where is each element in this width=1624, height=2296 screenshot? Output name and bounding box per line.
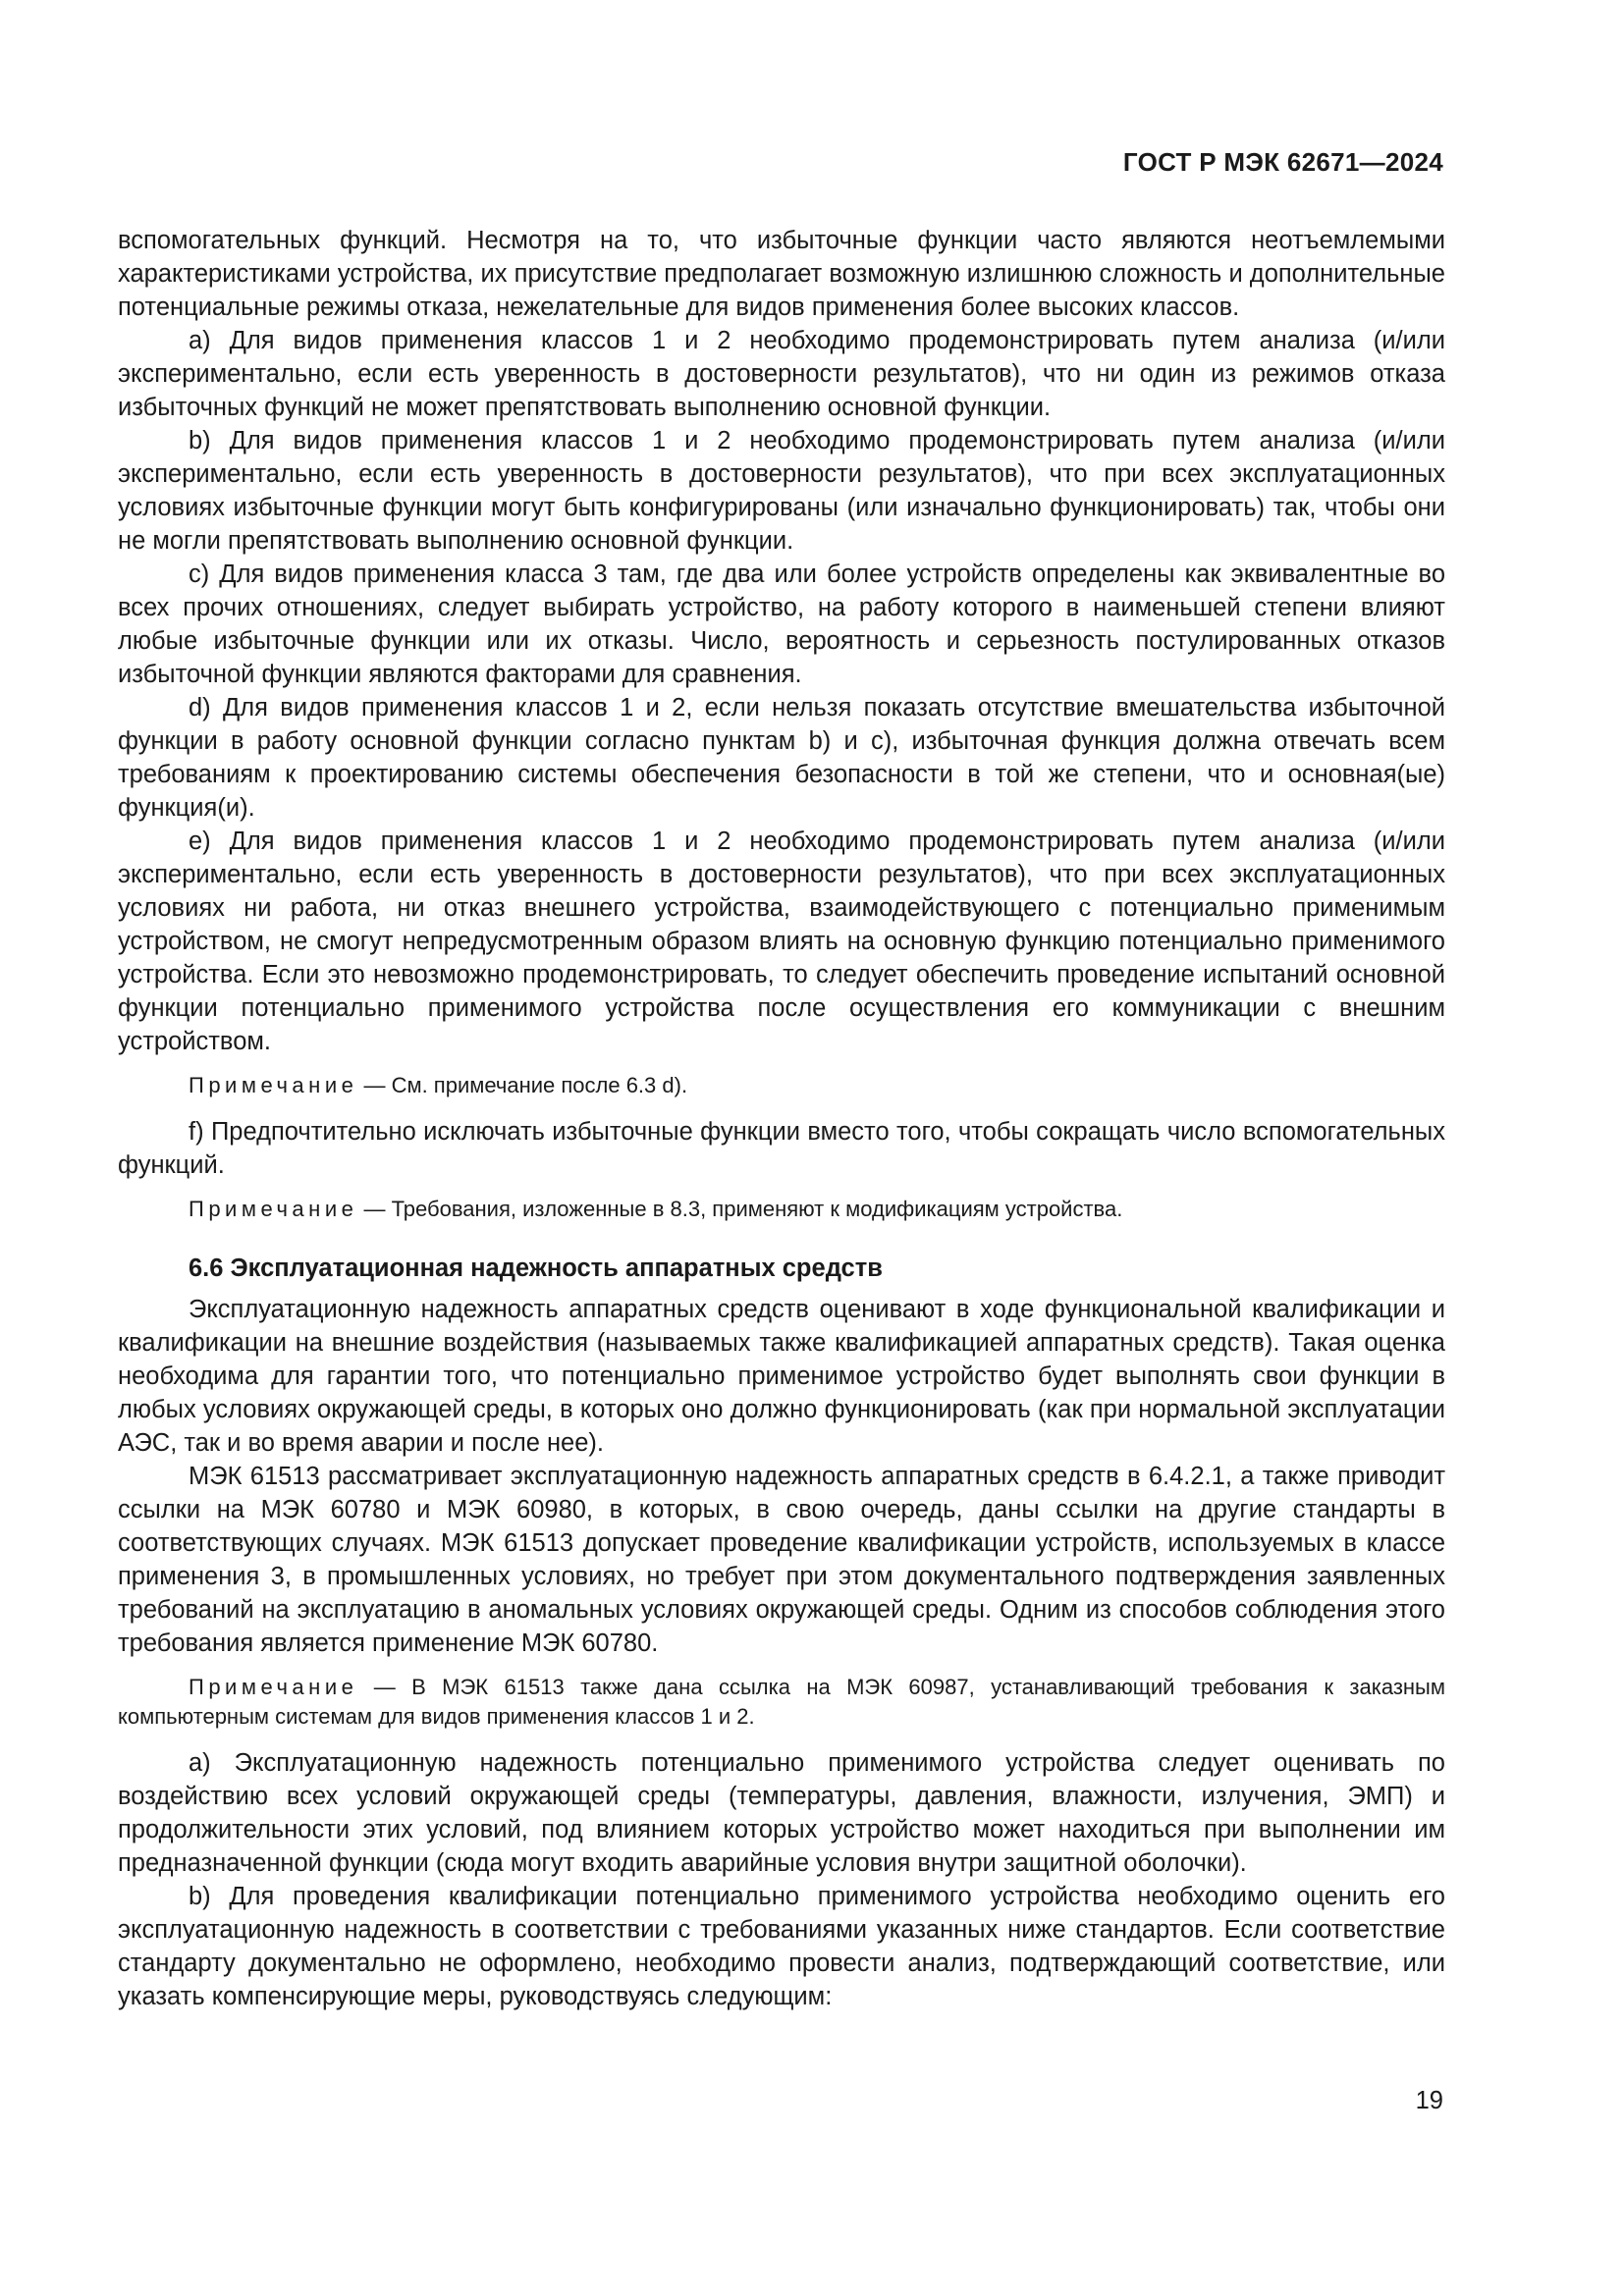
document-id-header: ГОСТ Р МЭК 62671—2024 bbox=[1122, 147, 1443, 177]
paragraph-item-c: с) Для видов применения класса 3 там, где два или более устройств определены как эквивалентные во всех прочих отношениях, следует выбирать устройство, на работу которого в наименьшей степени влияют любые избыточные функции или их отказы. Число, вероятность и серьезность постулированных отказов избыточной функции являются факторами для сравнения. bbox=[118, 561, 1445, 688]
page-content bbox=[118, 224, 1445, 2013]
note-text: — См. примечание после 6.3 d). bbox=[357, 1073, 688, 1097]
paragraph-section-item-b: b) Для проведения квалификации потенциально применимого устройства необходимо оценить его эксплуатационную надежность в соответствии с требованиями указанных ниже стандартов. Если соответствие стандарту документально не оформлено, необходимо провести анализ, подтверждающий соответствие, или указать компенсирующие меры, руководствуясь следующим: bbox=[118, 1883, 1445, 2010]
note-1 bbox=[118, 1071, 1445, 1100]
note-text: — В МЭК 61513 также дана ссылка на МЭК 60987, устанавливающий требования к заказным компьютерным системам для видов применения классов 1 и 2. bbox=[118, 1675, 1445, 1729]
paragraph-item-a: а) Для видов применения классов 1 и 2 необходимо продемонстрировать путем анализа (и/или экспериментально, если есть уверенность в достоверности результатов), что ни один из режимов отказа избыточных функций не может препятствовать выполнению основной функции. bbox=[118, 327, 1445, 421]
paragraph-item-d: d) Для видов применения классов 1 и 2, если нельзя показать отсутствие вмешательства избыточной функции в работу основной функции согласно пунктам b) и с), избыточная функция должна отвечать всем требованиям к проектированию системы обеспечения безопасности в той же степени, что и основная(ые) функция(и). bbox=[118, 694, 1445, 822]
note-3 bbox=[118, 1673, 1445, 1732]
paragraph-item-f: f) Предпочтительно исключать избыточные функции вместо того, чтобы сокращать число вспомогательных функций. bbox=[118, 1118, 1445, 1179]
paragraph-intro: вспомогательных функций. Несмотря на то, что избыточные функции часто являются неотъемлемыми характеристиками устройства, их присутствие предполагает возможную излишнюю сложность и дополнительные потенциальные режимы отказа, нежелательные для видов применения более высоких классов. bbox=[118, 227, 1445, 321]
note-label: Примечание bbox=[189, 1197, 358, 1221]
note-text: — Требования, изложенные в 8.3, применяют к модификациям устройства. bbox=[357, 1197, 1123, 1221]
paragraph-section-2: МЭК 61513 рассматривает эксплуатационную надежность аппаратных средств в 6.4.2.1, а также приводит ссылки на МЭК 60780 и МЭК 60980, в которых, в свою очередь, даны ссылки на другие стандарты в соответствующих случаях. МЭК 61513 допускает проведение квалификации устройств, используемых в классе применения 3, в промышленных условиях, но требует при этом документального подтверждения заявленных требований на эксплуатацию в аномальных условиях окружающей среды. Одним из способов соблюдения этого требования является применение МЭК 60780. bbox=[118, 1463, 1445, 1657]
paragraph-section-1: Эксплуатационную надежность аппаратных средств оценивают в ходе функциональной квалификации и квалификации на внешние воздействия (называемых также квалификацией аппаратных средств). Такая оценка необходима для гарантии того, что потенциально применимое устройство будет выполнять свои функции в любых условиях окружающей среды, в которых оно должно функционировать (как при нормальной эксплуатации АЭС, так и во время аварии и после нее). bbox=[118, 1296, 1445, 1457]
note-label: Примечание bbox=[189, 1073, 358, 1097]
note-2 bbox=[118, 1195, 1445, 1224]
section-heading-6-6: 6.6 Эксплуатационная надежность аппаратных средств bbox=[189, 1255, 883, 1282]
note-label: Примечание bbox=[189, 1675, 358, 1699]
page-number: 19 bbox=[1415, 2087, 1443, 2114]
paragraph-section-item-a: а) Эксплуатационную надежность потенциально применимого устройства следует оценивать по воздействию всех условий окружающей среды (температуры, давления, влажности, излучения, ЭМП) и продолжительности этих условий, под влиянием которых устройство может находиться при выполнении им предназначенной функции (сюда могут входить аварийные условия внутри защитной оболочки). bbox=[118, 1749, 1445, 1877]
paragraph-item-e: е) Для видов применения классов 1 и 2 необходимо продемонстрировать путем анализа (и/или экспериментально, если есть уверенность в достоверности результатов), что при всех эксплуатационных условиях ни работа, ни отказ внешнего устройства, взаимодействующего с потенциально применимым устройством, не смогут непредусмотренным образом влиять на основную функцию потенциально применимого устройства. Если это невозможно продемонстрировать, то следует обеспечить проведение испытаний основной функции потенциально применимого устройства после осуществления его коммуникации с внешним устройством. bbox=[118, 828, 1445, 1055]
paragraph-item-b: b) Для видов применения классов 1 и 2 необходимо продемонстрировать путем анализа (и/или экспериментально, если есть уверенность в достоверности результатов), что при всех эксплуатационных условиях избыточные функции могут быть конфигурированы (или изначально функционировать) так, чтобы они не могли препятствовать выполнению основной функции. bbox=[118, 427, 1445, 555]
